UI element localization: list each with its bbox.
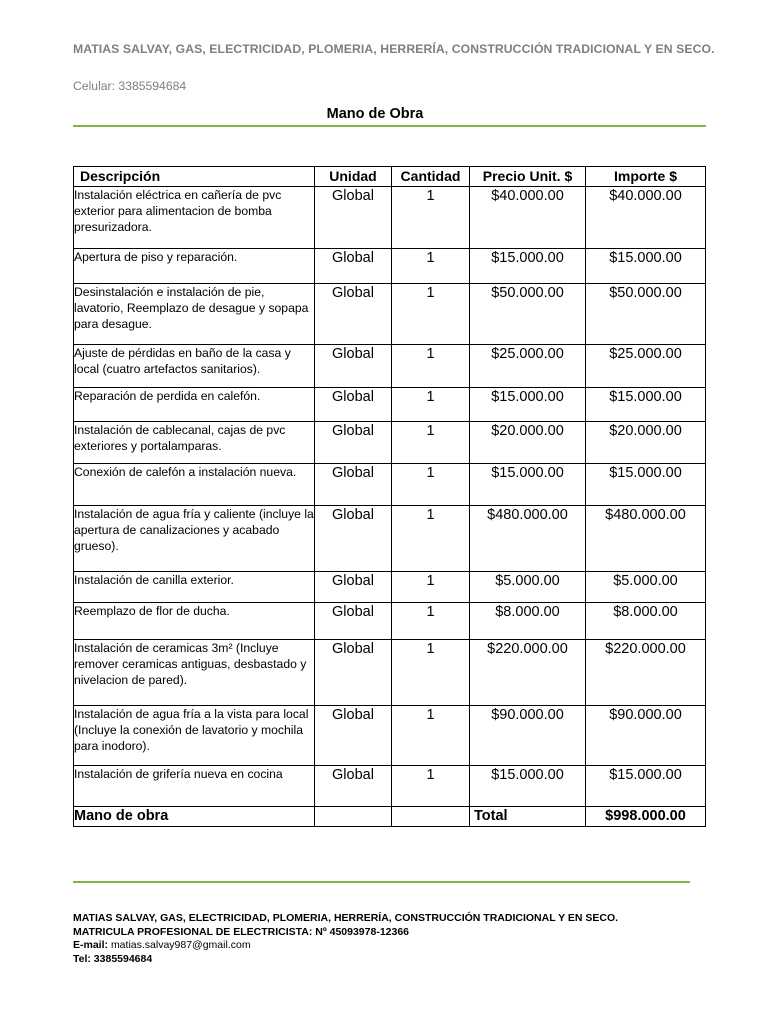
row-description: Desinstalación e instalación de pie, lavatorio, Reemplazo de desague y sopapa para desague. — [74, 284, 315, 345]
row-unit-price: $15.000.00 — [470, 249, 586, 284]
row-unit: Global — [315, 706, 392, 766]
row-description: Ajuste de pérdidas en baño de la casa y local (cuatro artefactos sanitarios). — [74, 345, 315, 388]
row-description: Instalación de ceramicas 3m² (Incluye remover ceramicas antiguas, desbastado y nivelacion de pared). — [74, 640, 315, 706]
row-amount: $90.000.00 — [586, 706, 706, 766]
table-row — [74, 187, 706, 249]
row-unit: Global — [315, 464, 392, 506]
row-description: Apertura de piso y reparación. — [74, 249, 315, 284]
row-quantity: 1 — [392, 572, 470, 603]
table-row — [74, 766, 706, 807]
footer-phone: Tel: 3385594684 — [73, 952, 153, 965]
row-quantity: 1 — [392, 640, 470, 706]
header-company-title: MATIAS SALVAY, GAS, ELECTRICIDAD, PLOMERIA, HERRERÍA, CONSTRUCCIÓN TRADICIONAL Y EN SECO. — [73, 42, 715, 56]
row-unit-price: $15.000.00 — [470, 766, 586, 807]
table-row — [74, 640, 706, 706]
footer-divider — [73, 881, 690, 883]
row-description: Instalación de grifería nueva en cocina — [74, 766, 315, 807]
row-quantity: 1 — [392, 249, 470, 284]
header-phone: Celular: 3385594684 — [73, 79, 187, 93]
row-unit: Global — [315, 572, 392, 603]
row-quantity: 1 — [392, 345, 470, 388]
table-row — [74, 249, 706, 284]
row-description: Instalación de canilla exterior. — [74, 572, 315, 603]
row-amount: $15.000.00 — [586, 249, 706, 284]
table-row — [74, 464, 706, 506]
total-row-empty-cell — [315, 807, 392, 827]
row-unit-price: $5.000.00 — [470, 572, 586, 603]
table-row — [74, 572, 706, 603]
row-unit: Global — [315, 284, 392, 345]
row-unit-price: $25.000.00 — [470, 345, 586, 388]
row-unit: Global — [315, 603, 392, 640]
row-unit: Global — [315, 187, 392, 249]
row-description: Instalación de agua fría y caliente (incluye la apertura de canalizaciones y acabado grueso). — [74, 506, 315, 572]
table-row — [74, 345, 706, 388]
row-unit-price: $480.000.00 — [470, 506, 586, 572]
row-description: Instalación de agua fría a la vista para local (Incluye la conexión de lavatorio y mochila para inodoro). — [74, 706, 315, 766]
row-quantity: 1 — [392, 422, 470, 464]
total-value: $998.000.00 — [586, 807, 706, 827]
row-amount: $25.000.00 — [586, 345, 706, 388]
footer-license: MATRICULA PROFESIONAL DE ELECTRICISTA: Nº 45093978-12366 — [73, 925, 410, 938]
row-quantity: 1 — [392, 706, 470, 766]
total-row-empty-cell — [392, 807, 470, 827]
total-label: Total — [470, 807, 586, 827]
row-unit-price: $40.000.00 — [470, 187, 586, 249]
table-row — [74, 422, 706, 464]
column-header-unit: Unidad — [315, 167, 392, 187]
row-unit-price: $20.000.00 — [470, 422, 586, 464]
column-header-description: Descripción — [74, 167, 315, 187]
row-quantity: 1 — [392, 388, 470, 422]
document-title: Mano de Obra — [326, 106, 424, 122]
row-amount: $15.000.00 — [586, 388, 706, 422]
row-unit-price: $8.000.00 — [470, 603, 586, 640]
table-row — [74, 506, 706, 572]
footer-email: matias.salvay987@gmail.com — [110, 939, 251, 951]
row-unit: Global — [315, 345, 392, 388]
row-unit: Global — [315, 422, 392, 464]
row-description: Conexión de calefón a instalación nueva. — [74, 464, 315, 506]
row-unit-price: $220.000.00 — [470, 640, 586, 706]
row-description: Reparación de perdida en calefón. — [74, 388, 315, 422]
footer — [73, 912, 618, 966]
row-amount: $15.000.00 — [586, 766, 706, 807]
row-amount: $480.000.00 — [586, 506, 706, 572]
column-header-unit-price: Precio Unit. $ — [470, 167, 586, 187]
table-row — [74, 388, 706, 422]
row-quantity: 1 — [392, 766, 470, 807]
labor-table — [73, 166, 706, 827]
row-quantity: 1 — [392, 464, 470, 506]
row-unit: Global — [315, 249, 392, 284]
row-amount: $5.000.00 — [586, 572, 706, 603]
table-total-row — [74, 807, 706, 827]
row-unit-price: $90.000.00 — [470, 706, 586, 766]
row-unit: Global — [315, 640, 392, 706]
row-description: Instalación eléctrica en cañería de pvc exterior para alimentacion de bomba presurizadora. — [74, 187, 315, 249]
row-amount: $15.000.00 — [586, 464, 706, 506]
footer-email-label: E-mail: — [73, 939, 109, 951]
footer-company-title: MATIAS SALVAY, GAS, ELECTRICIDAD, PLOMERIA, HERRERÍA, CONSTRUCCIÓN TRADICIONAL Y EN SECO. — [73, 912, 619, 924]
row-unit: Global — [315, 506, 392, 572]
table-row — [74, 603, 706, 640]
row-amount: $20.000.00 — [586, 422, 706, 464]
table-row — [74, 284, 706, 345]
row-unit: Global — [315, 766, 392, 807]
row-unit: Global — [315, 388, 392, 422]
table-header-row — [74, 167, 706, 187]
row-description: Instalación de cablecanal, cajas de pvc exteriores y portalamparas. — [74, 422, 315, 464]
row-amount: $8.000.00 — [586, 603, 706, 640]
column-header-quantity: Cantidad — [392, 167, 470, 187]
row-quantity: 1 — [392, 187, 470, 249]
row-description: Reemplazo de flor de ducha. — [74, 603, 315, 640]
header-divider — [73, 125, 706, 127]
row-quantity: 1 — [392, 284, 470, 345]
row-unit-price: $15.000.00 — [470, 388, 586, 422]
row-quantity: 1 — [392, 603, 470, 640]
row-unit-price: $50.000.00 — [470, 284, 586, 345]
total-row-label: Mano de obra — [74, 807, 315, 827]
row-amount: $40.000.00 — [586, 187, 706, 249]
column-header-amount: Importe $ — [586, 167, 706, 187]
table-row — [74, 706, 706, 766]
row-unit-price: $15.000.00 — [470, 464, 586, 506]
row-amount: $50.000.00 — [586, 284, 706, 345]
footer-email-line — [73, 939, 618, 953]
row-quantity: 1 — [392, 506, 470, 572]
row-amount: $220.000.00 — [586, 640, 706, 706]
